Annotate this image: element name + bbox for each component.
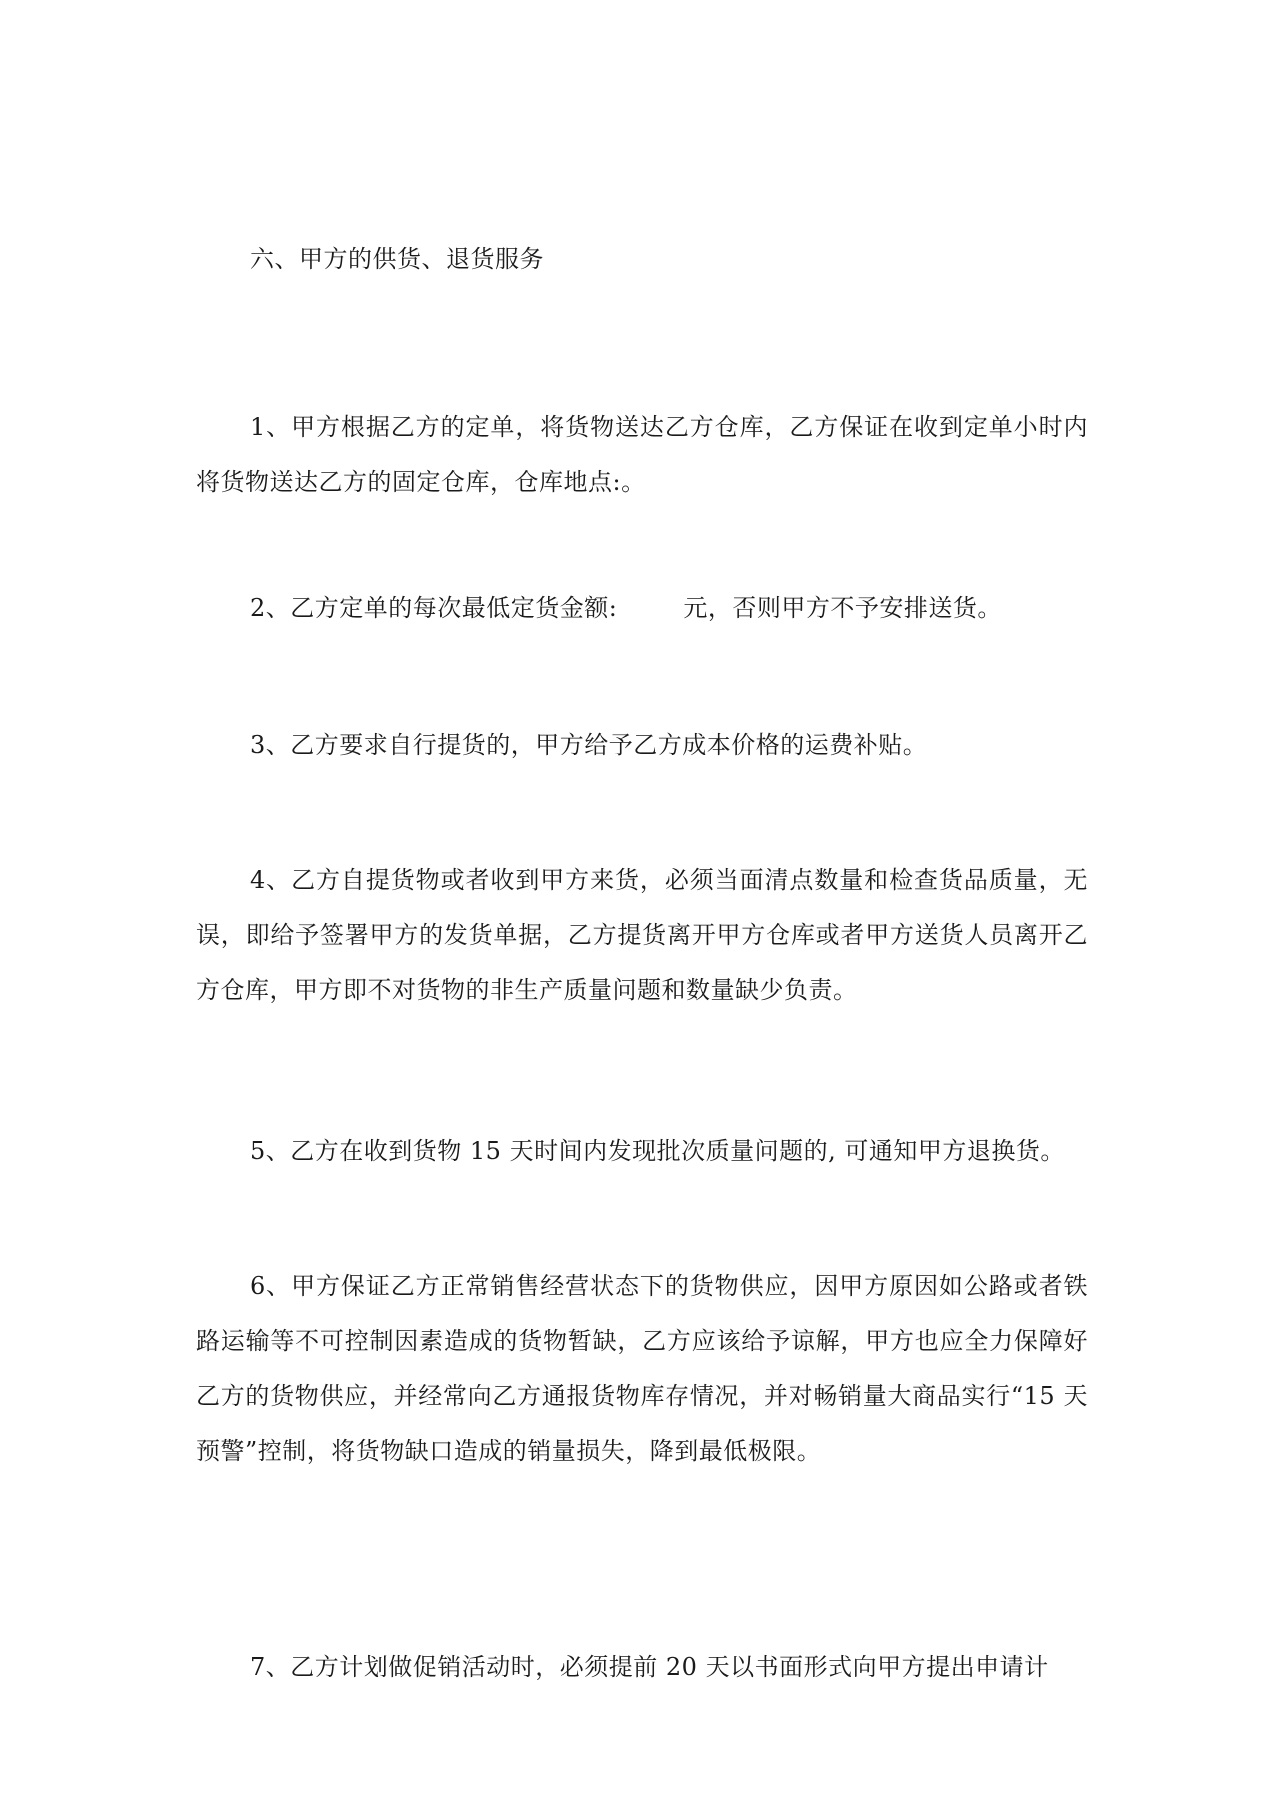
paragraph-4: 4、乙方自提货物或者收到甲方来货，必须当面清点数量和检查货品质量，无误，即给予签署甲方的发货单据，乙方提货离开甲方仓库或者甲方送货人员离开乙方仓库，甲方即不对货物的非生产质量问题和数量缺少负责。 <box>196 866 1088 1004</box>
paragraph-2-after: 元，否则甲方不予安排送货。 <box>683 594 1002 622</box>
paragraph-2 <box>196 581 1088 636</box>
paragraph-7: 7、乙方计划做促销活动时，必须提前 20 天以书面形式向甲方提出申请计 <box>250 1653 1049 1681</box>
paragraph-6: 6、甲方保证乙方正常销售经营状态下的货物供应，因甲方原因如公路或者铁路运输等不可控制因素造成的货物暂缺，乙方应该给予谅解，甲方也应全力保障好乙方的货物供应，并经常向乙方通报货物库存情况，并对畅销量大商品实行“15 天预警”控制，将货物缺口造成的销量损失，降到最低极限。 <box>196 1272 1088 1465</box>
section-heading: 六、甲方的供货、退货服务 <box>250 245 544 273</box>
paragraph-5: 5、乙方在收到货物 15 天时间内发现批次质量问题的, 可通知甲方退换货。 <box>250 1137 1065 1165</box>
paragraph-1: 1、甲方根据乙方的定单，将货物送达乙方仓库，乙方保证在收到定单小时内将货物送达乙方的固定仓库，仓库地点:。 <box>196 413 1088 496</box>
paragraph-2-before: 2、乙方定单的每次最低定货金额: <box>250 594 618 622</box>
paragraph-3: 3、乙方要求自行提货的，甲方给予乙方成本价格的运费补贴。 <box>250 731 928 759</box>
